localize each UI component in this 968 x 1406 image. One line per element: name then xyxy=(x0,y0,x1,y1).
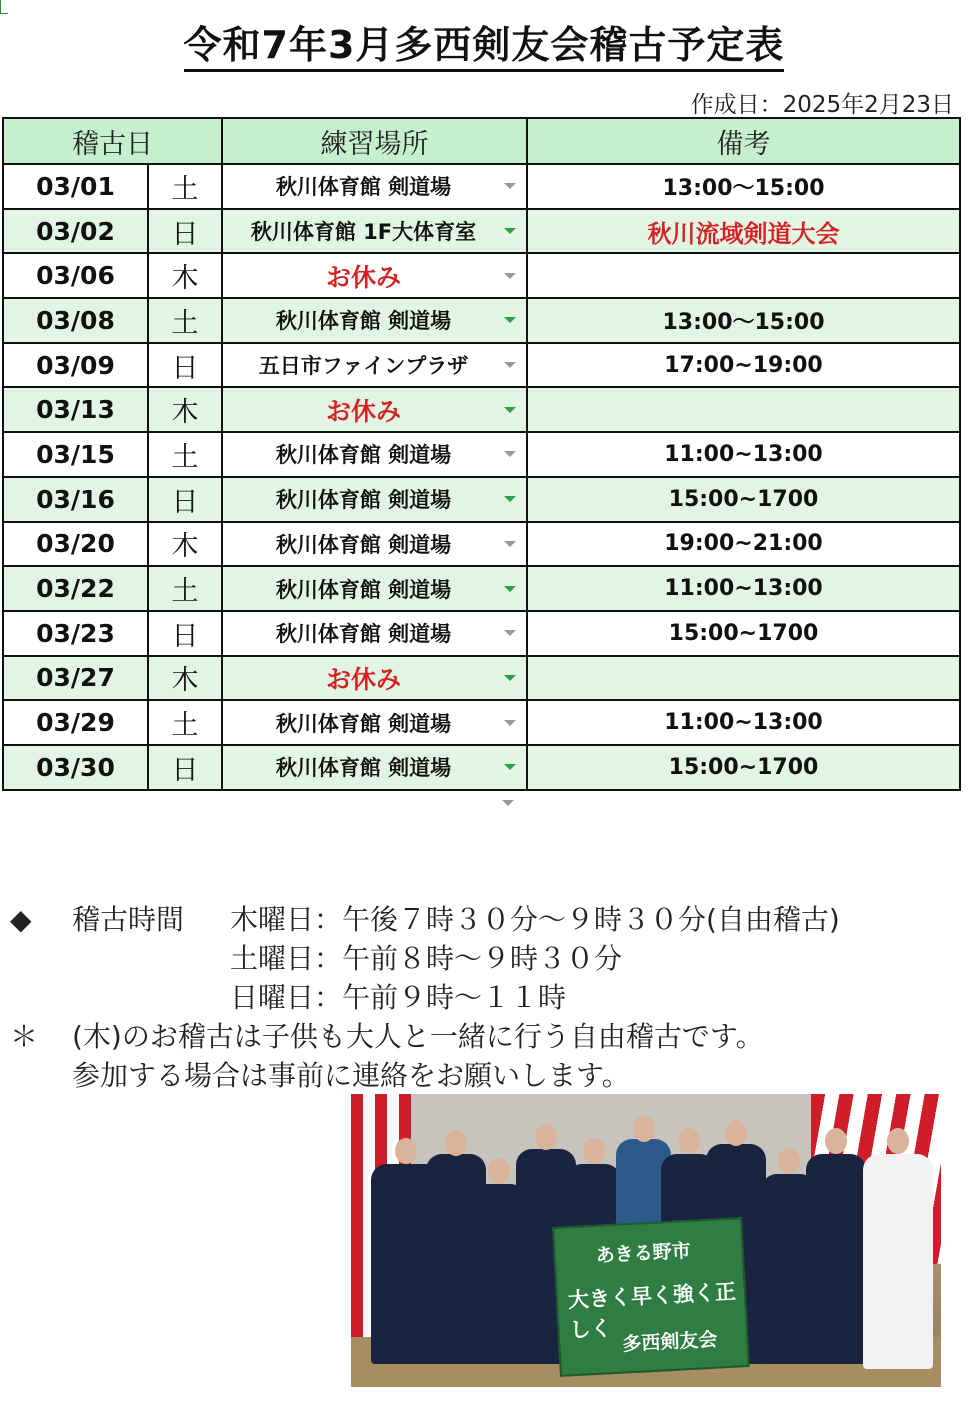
row-place: お休み xyxy=(325,262,401,292)
row-day: 木 xyxy=(148,656,222,701)
row-date: 03/13 xyxy=(3,387,148,432)
row-date: 03/09 xyxy=(3,343,148,388)
saturday-time: 土曜日：午前８時〜９時３０分 xyxy=(230,942,623,975)
dropdown-arrow-icon[interactable] xyxy=(504,317,516,323)
table-row xyxy=(3,656,960,701)
table-row xyxy=(3,298,960,343)
dropdown-arrow-icon[interactable] xyxy=(502,800,514,806)
row-place: 秋川体育館 剣道場 xyxy=(275,711,452,736)
row-place-select[interactable] xyxy=(222,432,527,477)
row-day: 日 xyxy=(148,477,222,522)
row-note: 15:00~1700 xyxy=(527,745,960,790)
row-day: 土 xyxy=(148,566,222,611)
row-day: 日 xyxy=(148,611,222,656)
header-place: 練習場所 xyxy=(222,118,527,164)
page-title: 令和7年3月多西剣友会稽古予定表 xyxy=(0,14,968,69)
dropdown-arrow-icon[interactable] xyxy=(504,630,516,636)
row-place-select[interactable] xyxy=(222,611,527,656)
row-place-select[interactable] xyxy=(222,209,527,254)
table-row xyxy=(3,432,960,477)
row-note: 13:00〜15:00 xyxy=(527,298,960,343)
asterisk-icon: ＊ xyxy=(10,1020,39,1053)
schedule-body xyxy=(3,164,960,790)
row-place-select[interactable] xyxy=(222,343,527,388)
created-date: 作成日：2025年2月23日 xyxy=(690,92,954,118)
row-place: お休み xyxy=(325,664,401,694)
row-place: 秋川体育館 剣道場 xyxy=(275,622,452,647)
row-date: 03/27 xyxy=(3,656,148,701)
row-date: 03/15 xyxy=(3,432,148,477)
row-day: 土 xyxy=(148,700,222,745)
sunday-time: 日曜日：午前９時〜１１時 xyxy=(230,981,567,1014)
table-row xyxy=(3,611,960,656)
table-row xyxy=(3,209,960,254)
row-place: 秋川体育館 剣道場 xyxy=(275,756,452,781)
row-day: 木 xyxy=(148,522,222,567)
row-place: 秋川体育館 剣道場 xyxy=(275,443,452,468)
row-day: 日 xyxy=(148,209,222,254)
table-header-row xyxy=(3,118,960,164)
row-place: 五日市ファインプラザ xyxy=(258,354,469,379)
row-place-select[interactable] xyxy=(222,656,527,701)
table-row xyxy=(3,700,960,745)
note-line-2: 参加する場合は事前に連絡をお願いします。 xyxy=(72,1059,630,1092)
table-row xyxy=(3,566,960,611)
dropdown-arrow-icon[interactable] xyxy=(504,675,516,681)
row-place-select[interactable] xyxy=(222,700,527,745)
table-row xyxy=(3,343,960,388)
row-note: 13:00〜15:00 xyxy=(527,164,960,209)
corner-mark xyxy=(0,0,8,14)
dropdown-arrow-icon[interactable] xyxy=(504,407,516,413)
row-note: 11:00~13:00 xyxy=(527,700,960,745)
row-note xyxy=(527,387,960,432)
table-row xyxy=(3,164,960,209)
dropdown-arrow-icon[interactable] xyxy=(504,273,516,279)
row-note: 15:00~1700 xyxy=(527,477,960,522)
row-note: 19:00~21:00 xyxy=(527,522,960,567)
row-note: 17:00~19:00 xyxy=(527,343,960,388)
row-note: 秋川流域剣道大会 xyxy=(527,209,960,254)
row-place: 秋川体育館 剣道場 xyxy=(275,488,452,513)
schedule-table xyxy=(2,117,961,791)
row-place-select[interactable] xyxy=(222,477,527,522)
row-day: 日 xyxy=(148,745,222,790)
row-date: 03/01 xyxy=(3,164,148,209)
row-date: 03/02 xyxy=(3,209,148,254)
row-place: 秋川体育館 剣道場 xyxy=(275,577,452,602)
row-date: 03/20 xyxy=(3,522,148,567)
row-note xyxy=(527,656,960,701)
row-date: 03/06 xyxy=(3,253,148,298)
dropdown-arrow-icon[interactable] xyxy=(504,496,516,502)
row-place-select[interactable] xyxy=(222,164,527,209)
row-place-select[interactable] xyxy=(222,298,527,343)
dropdown-arrow-icon[interactable] xyxy=(504,362,516,368)
row-date: 03/29 xyxy=(3,700,148,745)
row-date: 03/22 xyxy=(3,566,148,611)
row-place: 秋川体育館 1F大体育室 xyxy=(250,220,477,245)
practice-time-label: 稽古時間 xyxy=(72,903,185,936)
row-place: 秋川体育館 剣道場 xyxy=(275,532,452,557)
row-place: 秋川体育館 剣道場 xyxy=(275,309,452,334)
row-date: 03/16 xyxy=(3,477,148,522)
dropdown-arrow-icon[interactable] xyxy=(504,451,516,457)
club-banner: あきる野市 大きく早く強く正しく 多西剣友会 xyxy=(552,1217,750,1377)
row-day: 土 xyxy=(148,432,222,477)
table-row xyxy=(3,253,960,298)
row-note: 15:00~1700 xyxy=(527,611,960,656)
group-photo xyxy=(351,1094,941,1387)
diamond-bullet-icon: ◆ xyxy=(10,903,32,936)
dropdown-arrow-icon[interactable] xyxy=(504,541,516,547)
thursday-time: 木曜日：午後７時３０分〜９時３０分(自由稽古) xyxy=(230,903,840,936)
row-place-select[interactable] xyxy=(222,522,527,567)
row-day: 木 xyxy=(148,253,222,298)
dropdown-arrow-icon[interactable] xyxy=(504,720,516,726)
note-line-1: (木)のお稽古は子供も大人と一緒に行う自由稽古です。 xyxy=(72,1020,764,1053)
row-note xyxy=(527,253,960,298)
row-note: 11:00~13:00 xyxy=(527,432,960,477)
row-place-select[interactable] xyxy=(222,253,527,298)
header-date: 稽古日 xyxy=(3,118,222,164)
row-place-select[interactable] xyxy=(222,566,527,611)
table-row xyxy=(3,387,960,432)
dropdown-arrow-icon[interactable] xyxy=(504,183,516,189)
row-day: 土 xyxy=(148,164,222,209)
row-date: 03/30 xyxy=(3,745,148,790)
row-note: 11:00~13:00 xyxy=(527,566,960,611)
row-place-select[interactable] xyxy=(222,745,527,790)
row-day: 日 xyxy=(148,343,222,388)
dropdown-arrow-icon[interactable] xyxy=(504,586,516,592)
header-note: 備考 xyxy=(527,118,960,164)
row-day: 木 xyxy=(148,387,222,432)
row-day: 土 xyxy=(148,298,222,343)
row-date: 03/08 xyxy=(3,298,148,343)
row-place-select[interactable] xyxy=(222,387,527,432)
table-row xyxy=(3,745,960,790)
table-row xyxy=(3,477,960,522)
dropdown-arrow-icon[interactable] xyxy=(504,228,516,234)
row-place: 秋川体育館 剣道場 xyxy=(275,175,452,200)
table-row xyxy=(3,522,960,567)
row-place: お休み xyxy=(325,396,401,426)
row-date: 03/23 xyxy=(3,611,148,656)
dropdown-arrow-icon[interactable] xyxy=(504,764,516,770)
